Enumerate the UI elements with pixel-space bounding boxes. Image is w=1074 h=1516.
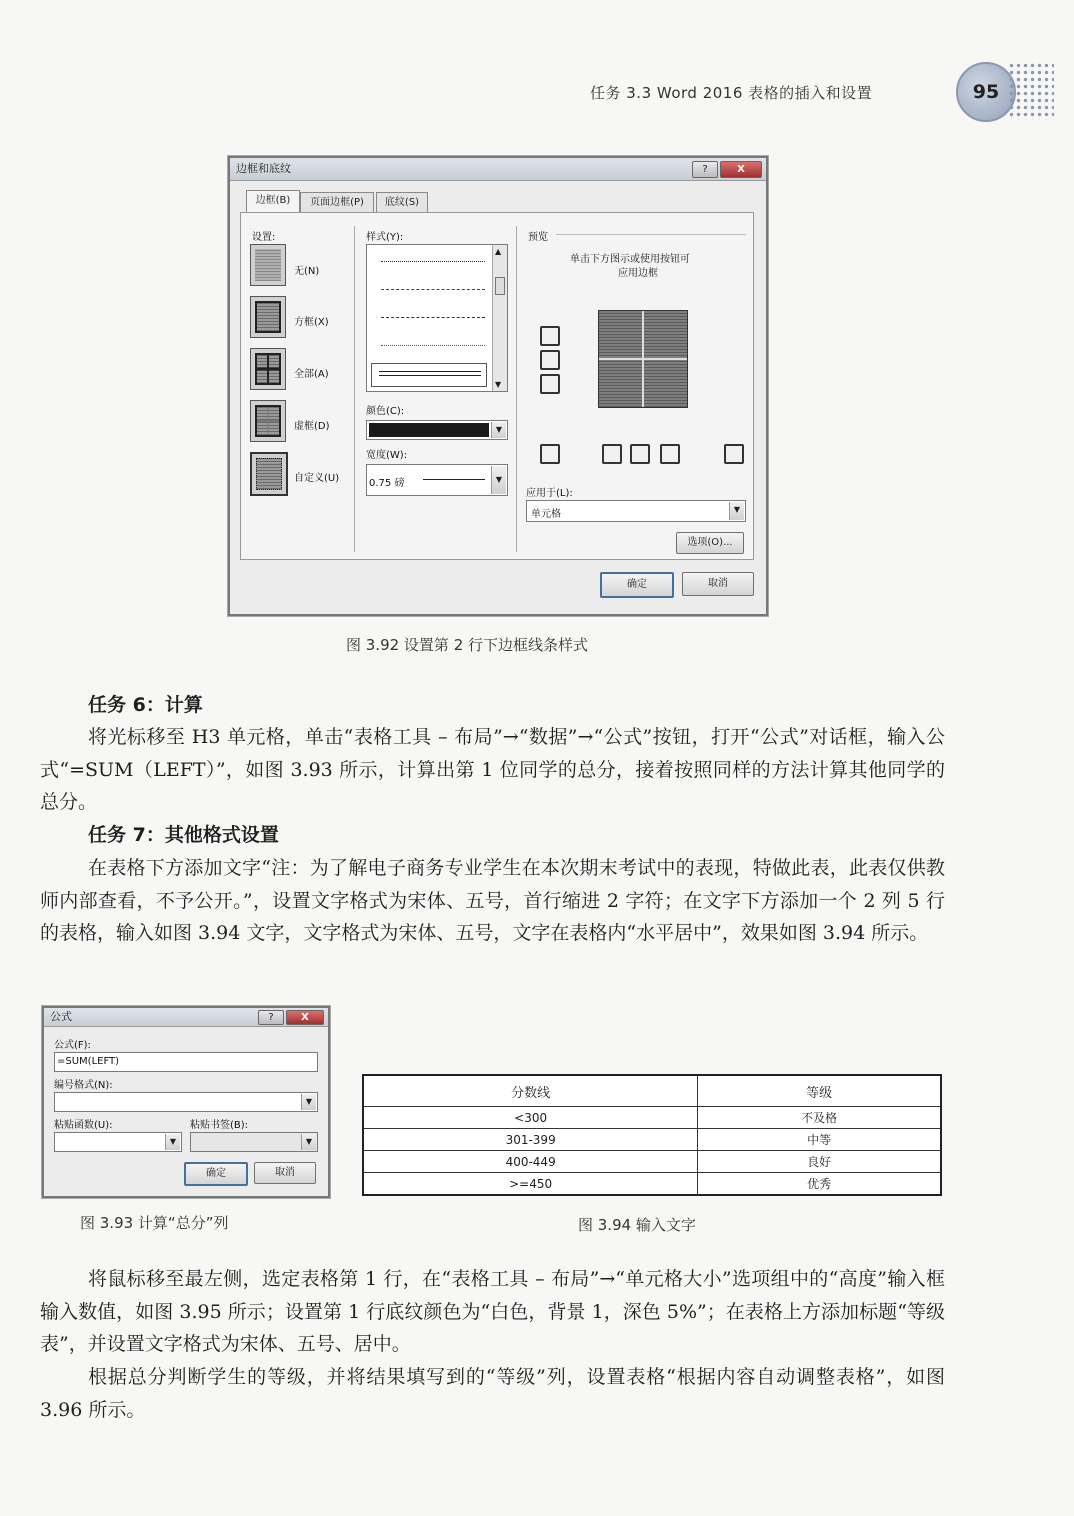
setting-grid-icon[interactable] bbox=[250, 400, 286, 442]
formula-input[interactable] bbox=[54, 1052, 318, 1072]
table-cell: 优秀 bbox=[698, 1173, 941, 1196]
color-label: 颜色(C): bbox=[366, 406, 405, 417]
bottom-border-icon[interactable] bbox=[540, 374, 560, 394]
number-format-dropdown[interactable] bbox=[54, 1092, 318, 1112]
column-divider bbox=[354, 226, 355, 552]
settings-label: 设置: bbox=[252, 232, 276, 243]
table-header-cell: 等级 bbox=[698, 1075, 941, 1107]
setting-all-label: 全部(A) bbox=[294, 369, 329, 380]
chevron-down-icon[interactable]: ▼ bbox=[301, 1134, 316, 1150]
top-border-icon[interactable] bbox=[540, 326, 560, 346]
chevron-down-icon[interactable]: ▼ bbox=[165, 1134, 180, 1150]
width-value: 0.75 磅 bbox=[369, 478, 405, 489]
style-list-scrollbar[interactable]: ▲ ▼ bbox=[492, 245, 507, 391]
table-cell: 400-449 bbox=[363, 1151, 698, 1173]
table-cell: 良好 bbox=[698, 1151, 941, 1173]
close-icon[interactable]: X bbox=[720, 161, 762, 178]
number-format-label: 编号格式(N): bbox=[54, 1080, 113, 1091]
style-option-dashed[interactable] bbox=[381, 289, 485, 290]
chevron-down-icon[interactable]: ▼ bbox=[301, 1094, 316, 1110]
line-style-list[interactable] bbox=[366, 244, 508, 392]
setting-grid-label: 虚框(D) bbox=[294, 421, 330, 432]
task6-heading: 任务 6：计算 bbox=[88, 694, 203, 716]
dialog-title: 边框和底纹 bbox=[236, 162, 291, 175]
borders-shading-dialog bbox=[228, 156, 768, 616]
tab-shading[interactable]: 底纹(S) bbox=[376, 192, 428, 213]
setting-custom-label: 自定义(U) bbox=[294, 473, 340, 484]
left-border-icon[interactable] bbox=[602, 444, 622, 464]
diagonal-down-border-icon[interactable] bbox=[724, 444, 744, 464]
grade-table bbox=[362, 1074, 942, 1196]
apply-to-label: 应用于(L): bbox=[526, 488, 573, 499]
color-dropdown[interactable] bbox=[366, 420, 508, 440]
close-icon[interactable]: X bbox=[286, 1010, 324, 1025]
figure-394-caption: 图 3.94 输入文字 bbox=[578, 1216, 696, 1234]
formula-value: =SUM(LEFT) bbox=[57, 1056, 120, 1067]
running-header: 任务 3.3 Word 2016 表格的插入和设置 bbox=[590, 84, 873, 102]
formula-dialog bbox=[42, 1006, 330, 1198]
setting-none-label: 无(N) bbox=[294, 266, 320, 277]
width-dropdown[interactable] bbox=[366, 464, 508, 496]
preview-label: 预览 bbox=[528, 232, 548, 243]
color-swatch bbox=[369, 423, 489, 437]
paste-function-dropdown[interactable] bbox=[54, 1132, 182, 1152]
width-line-sample bbox=[423, 479, 485, 480]
paste-function-label: 粘贴函数(U): bbox=[54, 1120, 113, 1131]
setting-all-icon[interactable] bbox=[250, 348, 286, 390]
chevron-down-icon[interactable]: ▼ bbox=[491, 422, 506, 438]
style-option-dash-dot[interactable] bbox=[381, 317, 485, 318]
page-number-badge: 95 bbox=[956, 62, 1016, 122]
cancel-button[interactable]: 取消 bbox=[254, 1162, 316, 1184]
chevron-down-icon[interactable]: ▼ bbox=[729, 502, 744, 520]
cancel-button[interactable]: 取消 bbox=[682, 572, 754, 596]
preview-divider bbox=[556, 234, 746, 235]
tab-page-border[interactable]: 页面边框(P) bbox=[300, 192, 374, 213]
figure-392-caption: 图 3.92 设置第 2 行下边框线条样式 bbox=[346, 636, 589, 654]
table-row bbox=[363, 1107, 941, 1129]
ok-button[interactable]: 确定 bbox=[184, 1162, 248, 1186]
diagonal-up-border-icon[interactable] bbox=[540, 444, 560, 464]
setting-box-icon[interactable] bbox=[250, 296, 286, 338]
dialog-title-bar bbox=[230, 158, 766, 181]
inside-vertical-border-icon[interactable] bbox=[630, 444, 650, 464]
style-option-dotted[interactable] bbox=[381, 261, 485, 262]
setting-box-label: 方框(X) bbox=[294, 317, 329, 328]
task6-paragraph: 将光标移至 H3 单元格，单击“表格工具 – 布局”→“数据”→“公式”按钮，打开“公式”对话框，输入公式“=SUM（LEFT）”，如图 3.93 所示，计算出第 1 位同学的总分，接着按照同样的方法计算其他同学的总分。 bbox=[40, 726, 945, 814]
closing-paragraph-1: 将鼠标移至最左侧，选定表格第 1 行，在“表格工具 – 布局”→“单元格大小”选项组中的“高度”输入框输入数值，如图 3.95 所示；设置第 1 行底纹颜色为“白色，背景 1，深色 5%”；在表格上方添加标题“等级表”，并设置文字格式为宋体、五号、居中。 bbox=[40, 1268, 945, 1356]
preview-hint-1: 单击下方图示或使用按钮可 bbox=[570, 254, 690, 265]
dialog-title: 公式 bbox=[50, 1010, 72, 1023]
table-row bbox=[363, 1173, 941, 1196]
preview-table[interactable] bbox=[598, 310, 688, 408]
options-button[interactable]: 选项(O)... bbox=[676, 532, 744, 554]
chevron-down-icon[interactable]: ▼ bbox=[491, 466, 506, 494]
right-border-icon[interactable] bbox=[660, 444, 680, 464]
ok-button[interactable]: 确定 bbox=[600, 572, 674, 598]
setting-custom-icon[interactable] bbox=[250, 452, 288, 496]
closing-paragraph-2: 根据总分判断学生的等级，并将结果填写到的“等级”列，设置表格“根据内容自动调整表格”，如图 3.96 所示。 bbox=[40, 1366, 945, 1421]
tab-borders[interactable]: 边框(B) bbox=[246, 190, 300, 213]
dialog-title-bar bbox=[44, 1008, 328, 1027]
style-option-double-line bbox=[379, 371, 481, 376]
paste-bookmark-dropdown[interactable] bbox=[190, 1132, 318, 1152]
preview-hint-2: 应用边框 bbox=[618, 268, 658, 279]
table-header-cell: 分数线 bbox=[363, 1075, 698, 1107]
figure-393-caption: 图 3.93 计算“总分”列 bbox=[80, 1214, 229, 1232]
setting-none-icon[interactable] bbox=[250, 244, 286, 286]
column-divider bbox=[516, 226, 517, 552]
task7-heading: 任务 7：其他格式设置 bbox=[88, 824, 279, 846]
style-option-dash-dot-dot[interactable] bbox=[381, 345, 485, 346]
table-cell: >=450 bbox=[363, 1173, 698, 1196]
width-label: 宽度(W): bbox=[366, 450, 408, 461]
formula-label: 公式(F): bbox=[54, 1040, 91, 1051]
apply-to-value: 单元格 bbox=[531, 509, 561, 520]
paste-bookmark-label: 粘贴书签(B): bbox=[190, 1120, 249, 1131]
decorative-dot-grid bbox=[1008, 62, 1054, 120]
help-icon[interactable]: ? bbox=[258, 1010, 284, 1025]
style-label: 样式(Y): bbox=[366, 232, 404, 243]
inside-horizontal-border-icon[interactable] bbox=[540, 350, 560, 370]
table-header-row bbox=[363, 1075, 941, 1107]
apply-to-dropdown[interactable] bbox=[526, 500, 746, 522]
table-row bbox=[363, 1151, 941, 1173]
table-cell: 不及格 bbox=[698, 1107, 941, 1129]
table-cell: 中等 bbox=[698, 1129, 941, 1151]
task7-paragraph: 在表格下方添加文字“注：为了解电子商务专业学生在本次期末考试中的表现，特做此表，此表仅供教师内部查看，不予公开。”，设置文字格式为宋体、五号，首行缩进 2 字符；在文字下方添加一个 2 列 5 行的表格，输入如图 3.94 文字，文字格式为宋体、五号，文字在表格内“水平居中”，效果如图 3.94 所示。 bbox=[40, 857, 945, 945]
table-row bbox=[363, 1129, 941, 1151]
table-cell: 301-399 bbox=[363, 1129, 698, 1151]
table-cell: <300 bbox=[363, 1107, 698, 1129]
help-icon[interactable]: ? bbox=[692, 161, 718, 178]
